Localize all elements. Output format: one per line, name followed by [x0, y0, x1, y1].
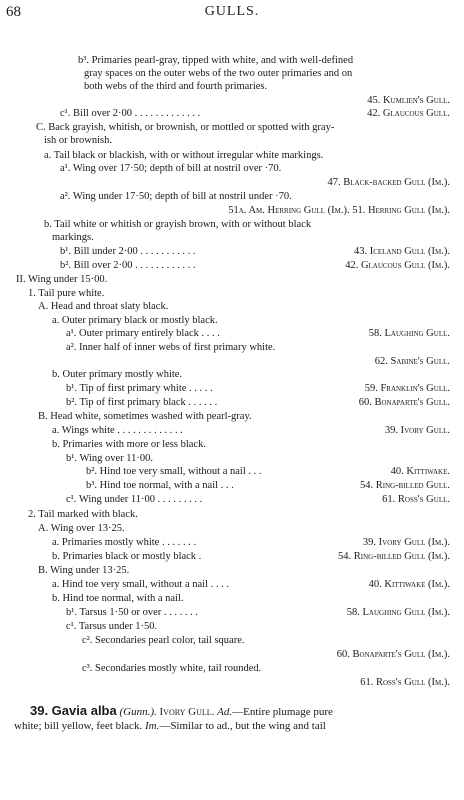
key-line: C. Back grayish, whitish, or brownish, or mottled or spotted with gray-: [36, 122, 335, 133]
species-reference: 58. Laughing Gull.: [368, 328, 450, 339]
key-line: a. Tail black or blackish, with or without irregular white markings.: [44, 150, 324, 161]
key-line: b. Outer primary mostly white.: [52, 369, 183, 380]
key-line: b². Bill over 2·00 . . . . . . . . . . . .: [60, 260, 196, 271]
species-reference: 42. Glaucous Gull.: [367, 108, 450, 119]
species-author: (Gunn.).: [119, 706, 157, 718]
adult-description: —Entire plumage pure: [232, 706, 333, 718]
species-entry-title: 39. Gavia alba: [30, 703, 117, 718]
species-entry-line-1: [30, 704, 333, 719]
species-reference: 40. Kittiwake.: [390, 466, 450, 477]
species-reference: 45. Kumlien's Gull.: [367, 95, 450, 106]
species-reference: 40. Kittiwake (Im.).: [368, 579, 450, 590]
key-line: a. Hind toe very small, without a nail . . . .: [52, 579, 230, 590]
key-line: A. Head and throat slaty black.: [38, 301, 169, 312]
species-reference: 42. Glaucous Gull (Im.).: [345, 260, 450, 271]
species-entry-line-2-text: white; bill yellow, feet black.: [14, 720, 143, 732]
key-line: B. Wing under 13·25.: [38, 565, 130, 576]
key-line: ish or brownish.: [44, 135, 112, 146]
species-reference: 61. Ross's Gull (Im.).: [360, 677, 450, 688]
key-line: a. Primaries mostly white . . . . . . .: [52, 537, 197, 548]
key-line: a¹. Wing over 17·50; depth of bill at nostril over ·70.: [60, 163, 282, 174]
key-line: c¹. Bill over 2·00 . . . . . . . . . . . . .: [60, 108, 201, 119]
key-line: 1. Tail pure white.: [28, 288, 105, 299]
key-line: c¹. Tarsus under 1·50.: [66, 621, 158, 632]
species-reference: 60. Bonaparte's Gull.: [358, 397, 450, 408]
species-reference: 39. Ivory Gull.: [384, 425, 450, 436]
immature-description: —Similar to ad., but the wing and tail: [159, 720, 326, 732]
key-line: a. Outer primary black or mostly black.: [52, 315, 218, 326]
immature-label: Im.: [144, 720, 160, 732]
key-line: both webs of the third and fourth primaries.: [84, 81, 268, 92]
key-line: B. Head white, sometimes washed with pearl-gray.: [38, 411, 252, 422]
species-reference: 47. Black-backed Gull (Im.).: [327, 177, 450, 188]
key-line: b¹. Bill under 2·00 . . . . . . . . . . .: [60, 246, 196, 257]
page-number: 68: [6, 4, 21, 20]
key-line: a. Wings white . . . . . . . . . . . . .: [52, 425, 183, 436]
key-line: b¹. Tip of first primary white . . . . .: [66, 383, 213, 394]
key-line: a². Inner half of inner webs of first primary white.: [66, 342, 276, 353]
species-entry-line-2: [14, 720, 326, 733]
key-line: b¹. Tarsus 1·50 or over . . . . . . .: [66, 607, 198, 618]
key-line: 2. Tail marked with black.: [28, 509, 138, 520]
species-reference: 51a. Am. Herring Gull (Im.). 51. Herring Gull (Im.).: [228, 205, 450, 216]
adult-label: Ad.: [217, 706, 233, 718]
species-reference: 39. Ivory Gull (Im.).: [362, 537, 450, 548]
key-line: gray spaces on the outer webs of the two outer primaries and on: [84, 68, 353, 79]
key-line: A. Wing over 13·25.: [38, 523, 125, 534]
species-reference: 54. Ring-billed Gull (Im.).: [338, 551, 450, 562]
species-reference: 62. Sabine's Gull.: [374, 356, 450, 367]
species-reference: 61. Ross's Gull.: [382, 494, 450, 505]
species-reference: 43. Iceland Gull (Im.).: [353, 246, 450, 257]
species-reference: 60. Bonaparte's Gull (Im.).: [336, 649, 450, 660]
key-line: a¹. Outer primary entirely black . . . .: [66, 328, 220, 339]
key-line: markings.: [52, 232, 94, 243]
key-line: b. Hind toe normal, with a nail.: [52, 593, 184, 604]
key-line: II. Wing under 15·00.: [16, 274, 108, 285]
key-line: c¹. Wing under 11·00 . . . . . . . . .: [66, 494, 203, 505]
key-line: c³. Secondaries mostly white, tail rounded.: [82, 663, 262, 674]
key-line: b². Hind toe very small, without a nail . . .: [86, 466, 262, 477]
key-line: b. Tail white or whitish or grayish brown, with or without black: [44, 219, 312, 230]
key-line: b³. Hind toe normal, with a nail . . .: [86, 480, 234, 491]
species-reference: 58. Laughing Gull (Im.).: [346, 607, 450, 618]
species-reference: 54. Ring-billed Gull.: [359, 480, 450, 491]
key-line: b. Primaries with more or less black.: [52, 439, 206, 450]
running-head: GULLS.: [204, 4, 260, 19]
key-line: b³. Primaries pearl-gray, tipped with white, and with well-defined: [78, 55, 354, 66]
key-line: b¹. Wing over 11·00.: [66, 453, 154, 464]
key-line: a². Wing under 17·50; depth of bill at nostril under ·70.: [60, 191, 292, 202]
key-line: b. Primaries black or mostly black .: [52, 551, 202, 562]
species-common-name: Ivory Gull.: [159, 706, 215, 718]
key-line: b². Tip of first primary black . . . . . .: [66, 397, 218, 408]
key-line: c². Secondaries pearl color, tail square.: [82, 635, 245, 646]
species-reference: 59. Franklin's Gull.: [364, 383, 450, 394]
